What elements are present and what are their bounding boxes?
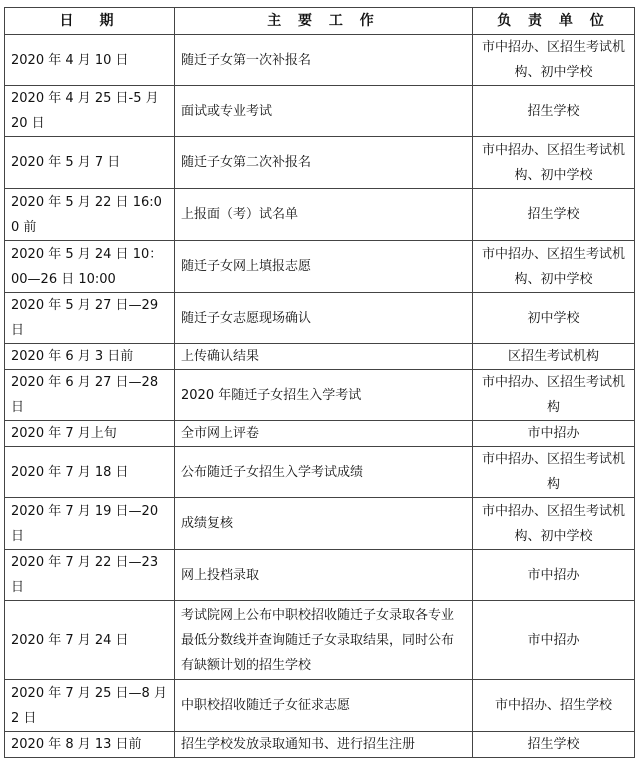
table-row bbox=[5, 137, 635, 189]
date-cell: 2020 年 4 月 25 日-5 月 20 日 bbox=[5, 86, 175, 137]
work-cell: 随迁子女第二次补报名 bbox=[175, 137, 473, 189]
table-row bbox=[5, 601, 635, 680]
date-cell: 2020 年 7 月 24 日 bbox=[5, 601, 175, 680]
work-cell: 随迁子女网上填报志愿 bbox=[175, 241, 473, 293]
table-row bbox=[5, 447, 635, 498]
table-row bbox=[5, 35, 635, 86]
table-row bbox=[5, 293, 635, 344]
work-cell: 全市网上评卷 bbox=[175, 421, 473, 447]
work-cell: 网上投档录取 bbox=[175, 550, 473, 601]
table-row bbox=[5, 550, 635, 601]
date-cell: 2020 年 7 月上旬 bbox=[5, 421, 175, 447]
unit-cell: 市中招办、区招生考试机构、初中学校 bbox=[473, 35, 635, 86]
work-cell: 上传确认结果 bbox=[175, 344, 473, 370]
work-cell: 随迁子女第一次补报名 bbox=[175, 35, 473, 86]
unit-cell: 招生学校 bbox=[473, 86, 635, 137]
date-cell: 2020 年 7 月 22 日—23 日 bbox=[5, 550, 175, 601]
table-row bbox=[5, 189, 635, 241]
date-cell: 2020 年 6 月 27 日—28 日 bbox=[5, 370, 175, 421]
unit-cell: 市中招办、区招生考试机构、初中学校 bbox=[473, 137, 635, 189]
work-cell: 考试院网上公布中职校招收随迁子女录取各专业最低分数线并查询随迁子女录取结果，同时公布有缺额计划的招生学校 bbox=[175, 601, 473, 680]
work-cell: 招生学校发放录取通知书、进行招生注册 bbox=[175, 732, 473, 758]
table-row bbox=[5, 86, 635, 137]
date-cell: 2020 年 8 月 13 日前 bbox=[5, 732, 175, 758]
date-cell: 2020 年 5 月 7 日 bbox=[5, 137, 175, 189]
date-cell: 2020 年 7 月 19 日—20 日 bbox=[5, 498, 175, 550]
unit-cell: 市中招办 bbox=[473, 550, 635, 601]
unit-cell: 区招生考试机构 bbox=[473, 344, 635, 370]
table-row bbox=[5, 421, 635, 447]
work-cell: 成绩复核 bbox=[175, 498, 473, 550]
work-cell: 随迁子女志愿现场确认 bbox=[175, 293, 473, 344]
date-cell: 2020 年 7 月 25 日—8 月 2 日 bbox=[5, 680, 175, 732]
unit-cell: 市中招办、招生学校 bbox=[473, 680, 635, 732]
unit-cell: 市中招办 bbox=[473, 421, 635, 447]
unit-cell: 招生学校 bbox=[473, 189, 635, 241]
date-cell: 2020 年 6 月 3 日前 bbox=[5, 344, 175, 370]
unit-cell: 市中招办、区招生考试机构、初中学校 bbox=[473, 241, 635, 293]
unit-cell: 市中招办、区招生考试机构 bbox=[473, 447, 635, 498]
schedule-table bbox=[4, 7, 635, 758]
header-work: 主 要 工 作 bbox=[175, 8, 473, 35]
unit-cell: 市中招办 bbox=[473, 601, 635, 680]
unit-cell: 市中招办、区招生考试机构 bbox=[473, 370, 635, 421]
work-cell: 中职校招收随迁子女征求志愿 bbox=[175, 680, 473, 732]
header-unit: 负 责 单 位 bbox=[473, 8, 635, 35]
header-row bbox=[5, 8, 635, 35]
table-row bbox=[5, 680, 635, 732]
table-row bbox=[5, 370, 635, 421]
unit-cell: 初中学校 bbox=[473, 293, 635, 344]
unit-cell: 招生学校 bbox=[473, 732, 635, 758]
date-cell: 2020 年 5 月 27 日—29 日 bbox=[5, 293, 175, 344]
work-cell: 2020 年随迁子女招生入学考试 bbox=[175, 370, 473, 421]
date-cell: 2020 年 5 月 24 日 10：00—26 日 10:00 bbox=[5, 241, 175, 293]
table-row bbox=[5, 344, 635, 370]
unit-cell: 市中招办、区招生考试机构、初中学校 bbox=[473, 498, 635, 550]
table-row bbox=[5, 732, 635, 758]
date-cell: 2020 年 4 月 10 日 bbox=[5, 35, 175, 86]
work-cell: 上报面（考）试名单 bbox=[175, 189, 473, 241]
date-cell: 2020 年 5 月 22 日 16:00 前 bbox=[5, 189, 175, 241]
work-cell: 面试或专业考试 bbox=[175, 86, 473, 137]
date-cell: 2020 年 7 月 18 日 bbox=[5, 447, 175, 498]
table-row bbox=[5, 498, 635, 550]
work-cell: 公布随迁子女招生入学考试成绩 bbox=[175, 447, 473, 498]
header-date: 日 期 bbox=[5, 8, 175, 35]
table-row bbox=[5, 241, 635, 293]
